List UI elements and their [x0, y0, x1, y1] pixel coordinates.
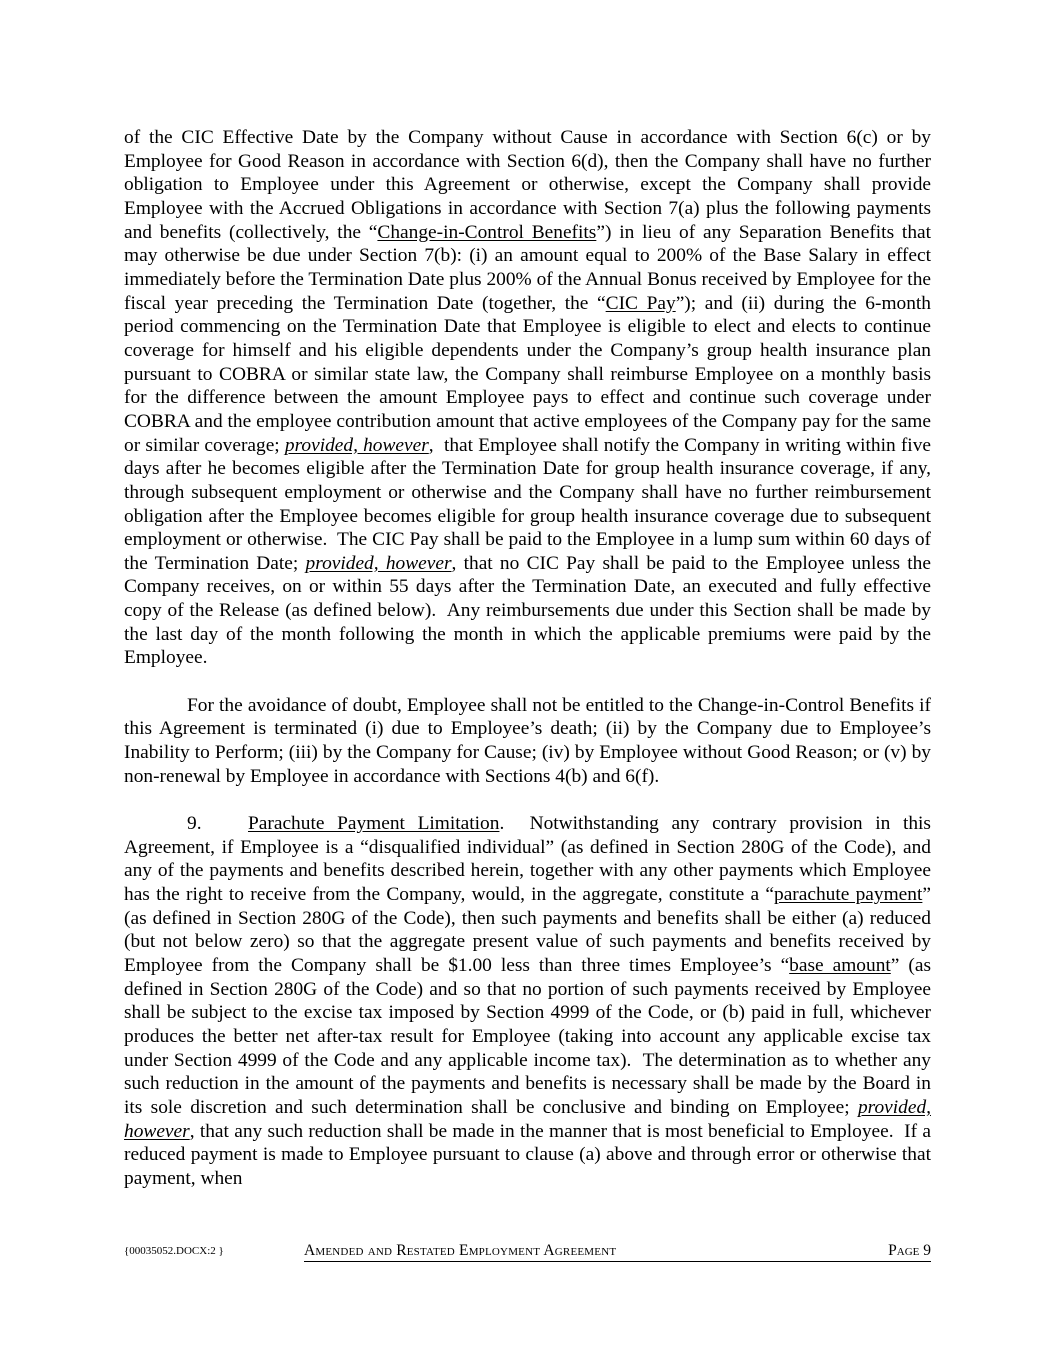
- defined-term-parachute-payment: parachute payment: [774, 883, 923, 905]
- document-page: [124, 126, 931, 1191]
- proviso-term: provided, however: [305, 552, 452, 574]
- text-run: ”); and (ii) during the 6-month period commencing on the Termination Date that Employee is eligible to elect and elects to continue coverage for himself and his eligible dependents under the Company’s group health insurance plan pursuant to COBRA or similar state law, the Company shall reimburse Employee on a monthly basis for the difference between the amount Employee pays to effect and continue such coverage under COBRA and the employee contribution amount that active employees of the Company pay for the same or similar coverage;: [124, 292, 931, 456]
- section-heading: Parachute Payment Limitation: [248, 813, 500, 834]
- page-footer: [124, 1241, 931, 1263]
- text-run: . Notwithstanding any contrary provision in this Agreement, if Employee is a “disqualified individual” (as defined in Section 280G of the Code), and any of the payments and benefits described herein, together with any other payments which Employee has the right to receive from the Company, would, in the aggregate, constitute a “: [124, 813, 931, 905]
- paragraph-avoidance-of-doubt: For the avoidance of doubt, Employee shall not be entitled to the Change-in-Control Benefits if this Agreement is terminated (i) due to Employee’s death; (ii) by the Company due to Employee’s Inability to Perform; (iii) by the Company for Cause; (iv) by Employee without Good Reason; or (v) by non-renewal by Employee in accordance with Sections 4(b) and 6(f).: [124, 694, 931, 787]
- document-id: {00035052.DOCX:2 }: [124, 1245, 224, 1257]
- section-9-parachute-payment-limitation: [124, 812, 931, 1191]
- proviso-term: provided, however: [284, 434, 429, 456]
- text-run: , that no CIC Pay shall be paid to the Employee unless the Company receives, on or within 55 days after the Termination Date, an executed and fully effective copy of the Release (as defined below). Any reimbursements due under this Section shall be made by the last day of the month following the month in which the applicable premiums were paid by the Employee.: [124, 552, 931, 669]
- text-run: ” (as defined in Section 280G of the Code), then such payments and benefits shall be either (a) reduced (but not below zero) so that the aggregate present value of such payments and benefits received by Employee from the Company shall be $1.00 less than three times Employee’s “: [124, 883, 931, 976]
- defined-term-cic-pay: CIC Pay: [605, 292, 676, 314]
- section-number: 9.: [187, 813, 202, 834]
- text-run: ”) in lieu of any Separation Benefits that may otherwise be due under Section 7(b): (i) an amount equal to 200% of the Base Salary in effect immediately before the Termination Date plus 200% of the Annual Bonus received by Employee for the fiscal year preceding the Termination Date (together, the “: [124, 221, 932, 314]
- text-run: , that Employee shall notify the Company in writing within five days after he becomes eligible after the Termination Date for group health insurance coverage, if any, through subsequent employment or otherwise and the Company shall have no further reimbursement obligation after the Employee becomes eligible for group health insurance coverage due to subsequent employment or otherwise. The CIC Pay shall be paid to the Employee in a lump sum within 60 days of the Termination Date;: [124, 434, 931, 574]
- text-run: , that any such reduction shall be made in the manner that is most beneficial to Employee. If a reduced payment is made to Employee pursuant to clause (a) above and through error or otherwise that payment, when: [124, 1120, 931, 1189]
- footer-rule: [304, 1241, 931, 1262]
- paragraph-change-in-control-benefits: [124, 126, 931, 670]
- page-number: Page 9: [888, 1242, 931, 1259]
- text-run: ” (as defined in Section 280G of the Code) and so that no portion of such payments received by Employee shall be subject to the excise tax imposed by Section 4999 of the Code, or (b) paid in full, whichever produces the better net after-tax result for Employee (taking into account any applicable excise tax under Section 4999 of the Code and any applicable income tax). The determination as to whether any such reduction in the amount of the payments and benefits is necessary shall be made by the Board in its sole discretion and such determination shall be conclusive and binding on Employee;: [124, 954, 931, 1118]
- defined-term-base-amount: base amount: [789, 954, 891, 976]
- defined-term-change-in-control-benefits: Change-in-Control Benefits: [377, 221, 597, 243]
- text-run: of the CIC Effective Date by the Company without Cause in accordance with Section 6(c) or by Employee for Good Reason in accordance with Section 6(d), then the Company shall have no further obligation to Employee under this Agreement or otherwise, except the Company shall provide Employee with the Accrued Obligations in accordance with Section 7(a) plus the following payments and benefits (collectively, the “: [124, 127, 931, 243]
- document-title: Amended and Restated Employment Agreement: [304, 1242, 617, 1259]
- proviso-term: provided, however: [124, 1096, 931, 1142]
